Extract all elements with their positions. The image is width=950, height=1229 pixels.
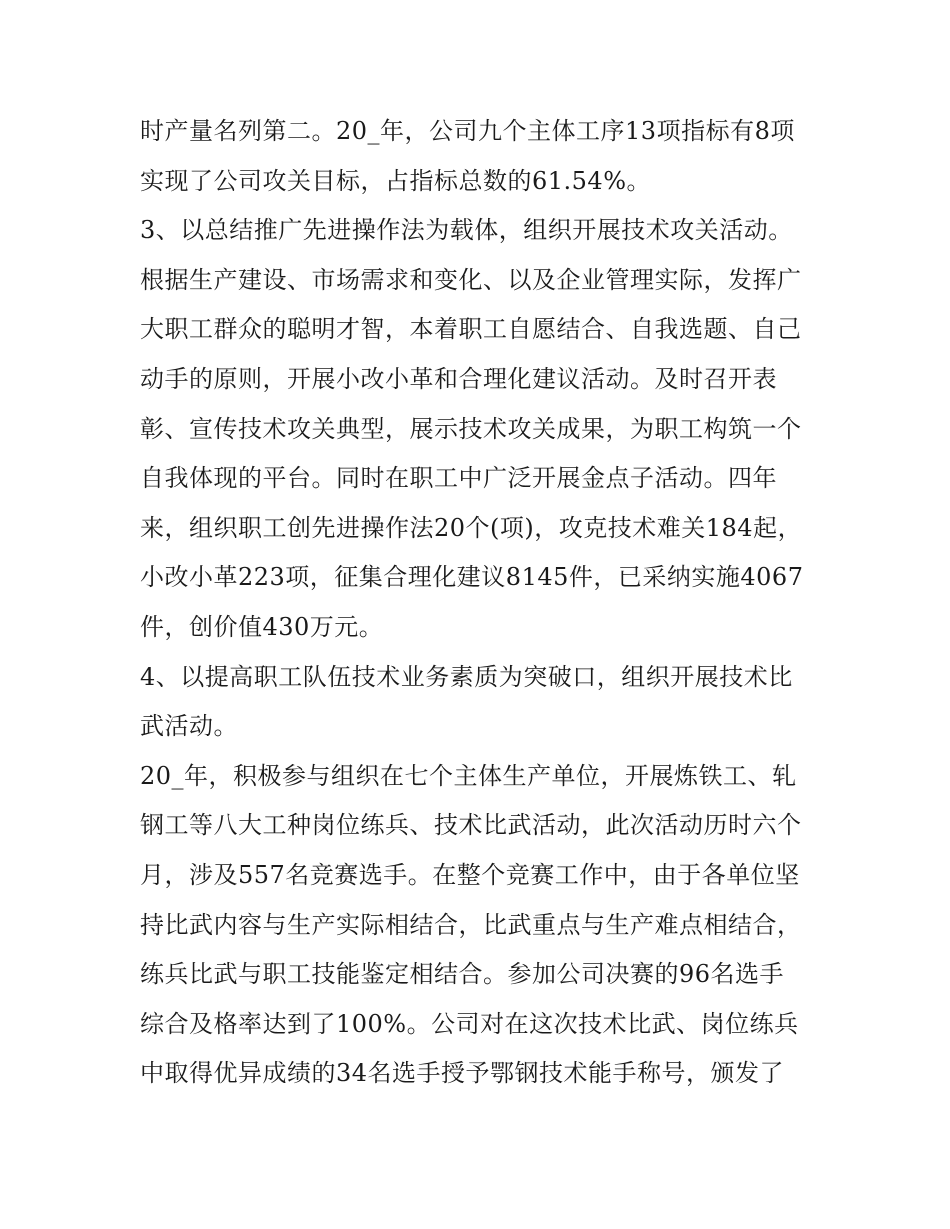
text-line: 月，涉及557名竞赛选手。在整个竞赛工作中，由于各单位坚	[140, 860, 800, 889]
text-line: 来，组织职工创先进操作法20个(项)，攻克技术难关184起，	[140, 513, 803, 542]
text-line: 20_年，积极参与组织在七个主体生产单位，开展炼铁工、轧	[140, 761, 797, 790]
text-line: 4、以提高职工队伍技术业务素质为突破口，组织开展技术比	[140, 662, 793, 691]
text-line: 3、以总结推广先进操作法为载体，组织开展技术攻关活动。	[140, 216, 793, 245]
text-line: 小改小革223项，征集合理化建议8145件，已采纳实施4067	[140, 563, 804, 592]
text-line: 钢工等八大工种岗位练兵、技术比武活动，此次活动历时六个	[140, 811, 802, 840]
text-line: 中取得优异成绩的34名选手授予鄂钢技术能手称号，颁发了	[140, 1059, 785, 1088]
text-line: 练兵比武与职工技能鉴定相结合。参加公司决赛的96名选手	[140, 960, 785, 989]
text-line: 实现了公司攻关目标，占指标总数的61.54%。	[140, 166, 652, 195]
text-line: 武活动。	[140, 712, 238, 741]
text-line: 大职工群众的聪明才智，本着职工自愿结合、自我选题、自己	[140, 315, 802, 344]
text-line: 自我体现的平台。同时在职工中广泛开展金点子活动。四年	[140, 464, 777, 493]
text-line: 彰、宣传技术攻关典型，展示技术攻关成果，为职工构筑一个	[140, 414, 802, 443]
text-line: 时产量名列第二。20_年，公司九个主体工序13项指标有8项	[140, 117, 795, 145]
text-line: 综合及格率达到了100%。公司对在这次技术比武、岗位练兵	[140, 1009, 799, 1038]
text-line: 件，创价值430万元。	[140, 612, 384, 641]
text-line: 动手的原则，开展小改小革和合理化建议活动。及时召开表	[140, 364, 777, 393]
body-text	[140, 107, 820, 1099]
text-line: 根据生产建设、市场需求和变化、以及企业管理实际，发挥广	[140, 265, 802, 294]
text-line: 持比武内容与生产实际相结合，比武重点与生产难点相结合，	[140, 910, 802, 939]
